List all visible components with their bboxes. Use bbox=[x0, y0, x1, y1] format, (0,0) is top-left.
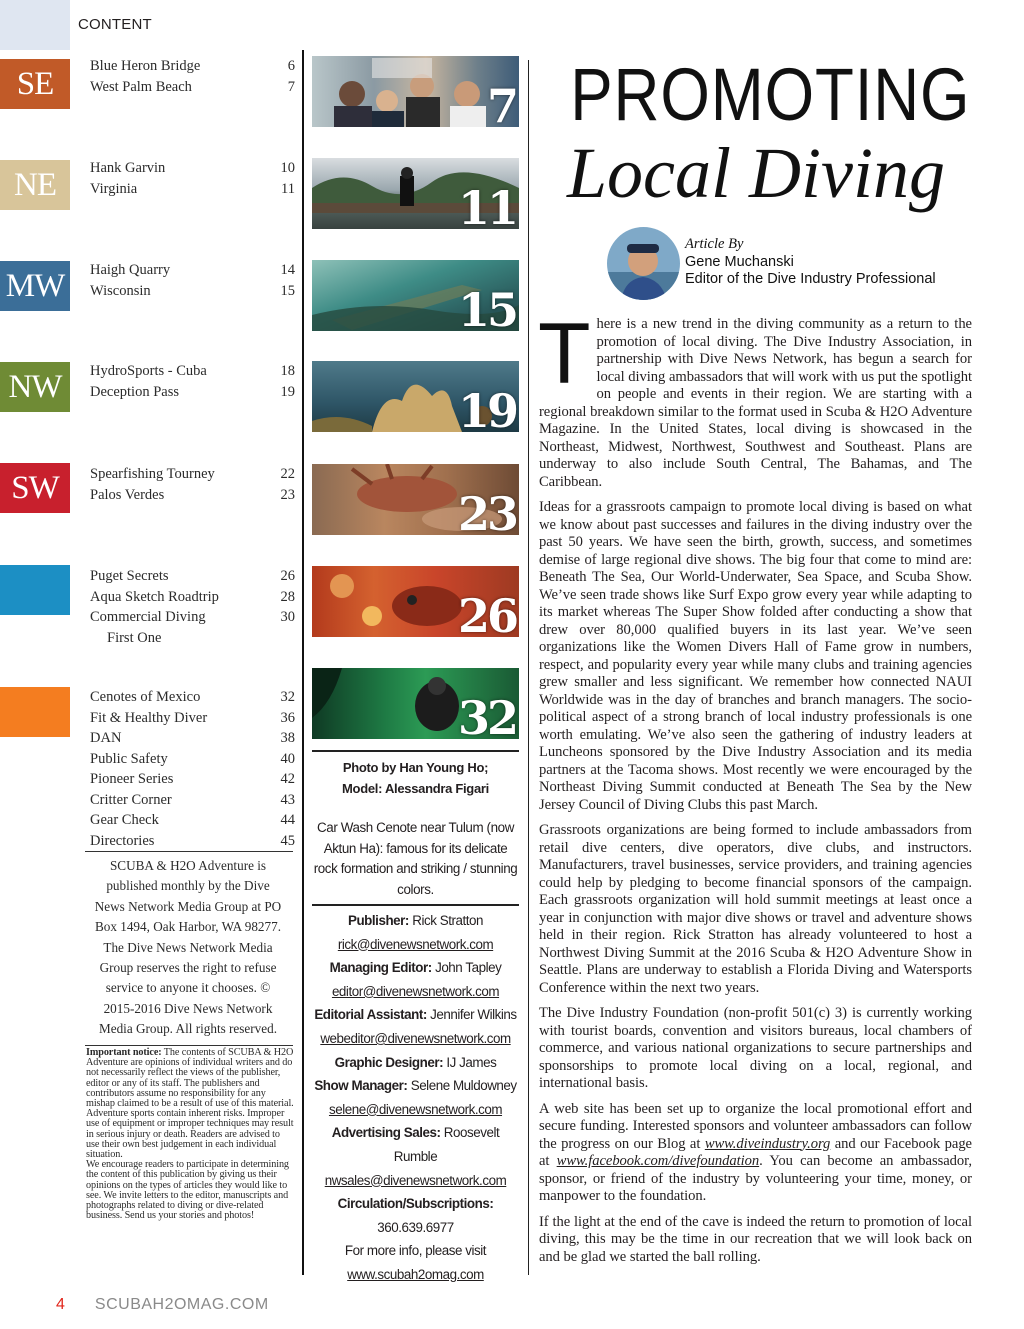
thumbnail-page-15[interactable] bbox=[312, 260, 519, 331]
region-tab-nw: NW bbox=[0, 362, 70, 412]
circulation-line: Circulation/Subscriptions: bbox=[337, 1196, 494, 1212]
thumbnail-page-number: 26 bbox=[457, 589, 516, 637]
notice-text: The contents of SCUBA & H2O Adventure are opinions of individual writers and do not necessarily reflect the views of the publisher, editor or any of its staff. The publishers and contributors assume no responsibility for any mishap claimed to be a result of use of this material. Adventure sports contain inherent risks. Improper use of equipment or improper techniques may result in serious injury or death. Readers are advised to use their own best judgement in each individual situation. bbox=[86, 1047, 294, 1161]
toc-item[interactable]: Hank Garvin 10 bbox=[90, 160, 295, 176]
header-color-box bbox=[0, 0, 70, 50]
advertising-sales-line: Advertising Sales: Roosevelt Rumble bbox=[331, 1125, 500, 1164]
toc-item[interactable]: Wisconsin 15 bbox=[90, 282, 295, 299]
facebook-link[interactable]: www.facebook.com/divefoundation bbox=[556, 1153, 760, 1169]
editorial-assistant-email-link[interactable]: webeditor@divenewsnetwork.com bbox=[320, 1030, 511, 1046]
author-title: Editor of the Dive Industry Professional bbox=[685, 271, 936, 287]
toc-item[interactable]: Palos Verdes 23 bbox=[90, 486, 295, 503]
toc-group-orange bbox=[90, 687, 295, 851]
paragraph: If the light at the end of the cave is indeed the return to promotion of local diving, this may be the time in our recreation that we will look back on and be glad we started the ball rolling. bbox=[539, 1213, 972, 1265]
more-info-text: For more info, please visit bbox=[344, 1243, 487, 1259]
thumbnail-page-number: 32 bbox=[457, 691, 516, 739]
toc-item[interactable]: Cenotes of Mexico 32 bbox=[90, 689, 295, 705]
toc-item[interactable]: Deception Pass 19 bbox=[90, 383, 295, 400]
page-footer bbox=[56, 1296, 269, 1314]
thumbnail-page-26[interactable] bbox=[312, 566, 519, 637]
region-tab-blue bbox=[0, 565, 70, 615]
toc-group-sw bbox=[90, 464, 295, 505]
paragraph: The Dive Industry Foundation (non-profit 501(c) 3) is currently working with tourist boards, convention and visitors bureaus, local chambers of commerce, and various national organizations to secure partnerships and sponsorships to promote local diving on a local, regional, and international basis. bbox=[539, 1005, 972, 1091]
byline-label: Article By bbox=[685, 236, 744, 252]
toc-item[interactable]: Aqua Sketch Roadtrip 28 bbox=[90, 588, 295, 605]
thumbnail-page-19[interactable] bbox=[312, 361, 519, 432]
toc-item[interactable]: Virginia 11 bbox=[90, 180, 295, 197]
headline-promoting: PROMOTING bbox=[570, 53, 971, 136]
toc-item[interactable]: Commercial Diving 30 bbox=[90, 609, 295, 625]
photo-credit: Photo by Han Young Ho; Model: Alessandra Figari bbox=[342, 760, 489, 796]
region-tab-sw: SW bbox=[0, 463, 70, 513]
show-manager-line: Show Manager: Selene Muldowney bbox=[314, 1078, 517, 1094]
toc-group-se bbox=[90, 56, 295, 97]
notice-label: Important notice: bbox=[86, 1047, 162, 1058]
publisher-line: Publisher: Rick Stratton bbox=[347, 913, 484, 928]
thumbnail-page-23[interactable] bbox=[312, 464, 519, 535]
article-body bbox=[538, 306, 972, 1274]
thumbnail-page-number: 11 bbox=[457, 181, 516, 229]
important-notice bbox=[86, 1048, 294, 1221]
cover-caption: Car Wash Cenote near Tulum (now Aktun Ha): famous for its delicate rock formation and striking / stunning colors. bbox=[313, 820, 518, 897]
circulation-phone: 360.639.6977 bbox=[377, 1219, 454, 1235]
toc-item[interactable]: Spearfishing Tourney 22 bbox=[90, 466, 295, 482]
thumbnail-page-11[interactable] bbox=[312, 158, 519, 229]
toc-group-mw bbox=[90, 260, 295, 301]
thumbnail-page-32[interactable] bbox=[312, 668, 519, 739]
toc-item[interactable]: Haigh Quarry 14 bbox=[90, 262, 295, 278]
region-tab-se: SE bbox=[0, 59, 70, 109]
toc-item[interactable]: West Palm Beach 7 bbox=[90, 78, 295, 95]
editorial-assistant-line: Editorial Assistant: Jennifer Wilkins bbox=[314, 1007, 517, 1023]
author-portrait bbox=[607, 227, 680, 300]
region-tab-mw: MW bbox=[0, 261, 70, 311]
headline-local-diving: Local Diving bbox=[567, 133, 945, 213]
thumbnail-page-number: 15 bbox=[457, 283, 516, 331]
toc-divider bbox=[85, 851, 293, 852]
staff-divider bbox=[312, 904, 519, 906]
photo-credit-divider bbox=[312, 750, 519, 752]
notice-text-2: We encourage readers to participate in determining the content of this publication by giving us their opinions on the types of articles they would like to see. We invite letters to the editor, manuscripts and photographs related to diving or dive-related business. Send us your stories and photos! bbox=[86, 1159, 289, 1222]
thumbnail-page-number: 7 bbox=[486, 79, 516, 127]
toc-item[interactable]: Public Safety 40 bbox=[90, 750, 295, 767]
toc-item[interactable]: Directories 45 bbox=[90, 832, 295, 849]
toc-item[interactable]: Blue Heron Bridge 6 bbox=[90, 58, 295, 74]
thumbnail-page-number: 19 bbox=[457, 384, 516, 432]
notice-divider bbox=[85, 1045, 293, 1046]
toc-item[interactable]: Gear Check 44 bbox=[90, 812, 295, 828]
toc-group-blue bbox=[90, 566, 295, 648]
thumbnail-page-7[interactable] bbox=[312, 56, 519, 127]
show-manager-email-link[interactable]: selene@divenewsnetwork.com bbox=[328, 1101, 503, 1117]
author-name: Gene Muchanski bbox=[685, 253, 794, 270]
thumbnail-page-number: 23 bbox=[457, 487, 516, 535]
toc-group-ne bbox=[90, 158, 295, 199]
toc-item[interactable]: Critter Corner 43 bbox=[90, 791, 295, 808]
toc-item[interactable]: DAN 38 bbox=[90, 730, 295, 746]
toc-item[interactable]: Puget Secrets 26 bbox=[90, 568, 295, 584]
graphic-designer-line: Graphic Designer: IJ James bbox=[334, 1054, 497, 1070]
managing-editor-line: Managing Editor: John Tapley bbox=[329, 960, 502, 976]
region-tab-ne: NE bbox=[0, 160, 70, 210]
toc-item[interactable]: HydroSports - Cuba 18 bbox=[90, 363, 295, 379]
paragraph: Grassroots organizations are being formed to include ambassadors from retail dive centers, dive operators, dive clubs, and instructors. Manufacturers, travel businesses, service providers, and training agencies could help by pledging to become financial sponsors of the campaign. Each grassroots organization will hold summit meetings at least once a year in conjunction with major dive shows or travel and adventure shows held in their region. Rick Stratton has already volunteered to host a Northwest Diving Summit at the 2016 Scuba & H2O Adventure Show in Seattle. Plans are underway to establish a Florida Diving and Watersports Conference within the next two years. bbox=[539, 822, 972, 996]
column-divider-right bbox=[528, 60, 529, 1275]
region-tab-orange bbox=[0, 687, 70, 737]
publication-note: SCUBA & H2O Adventure is published monthly by the Dive News Network Media Group at PO Box 1494, Oak Harbor, WA 98277. The Dive News Network Media Group reserves the right to refuse service to anyone it chooses. © 2015-2016 Dive News Network Media Group. All rights reserved. bbox=[94, 858, 282, 1037]
paragraph: A web site has been set up to organize the local promotional effort and secure funding. Interested sponsors and volunteer ambassadors can follow the progress on our Blog at www.diveindustry.org and our Facebook page at www.facebook.com/divefoundation. You can become an ambassador, sponsor, or friend of the industry by volunteering your time, money, or manpower to the foundation. bbox=[539, 1100, 972, 1204]
footer-site[interactable]: SCUBAH2OMAG.COM bbox=[94, 1296, 269, 1313]
publisher-email-link[interactable]: rick@divenewsnetwork.com bbox=[337, 936, 494, 952]
toc-item[interactable]: First One bbox=[107, 629, 162, 646]
paragraph: There is a new trend in the diving community as a return to the promotion of local diving. The Dive Industry Association, in partnership with Dive News Network, has begun a search for local diving ambassadors that will work with us put the spotlight on people and events in their region. We are starting with a regional breakdown similar to the format used in Scuba & H2O Adventure Magazine. In the United States, local diving is showcased in the Northeast, Midwest, Northwest, Southwest and Southeast. Plans are underway to also include South Central, The Bahamas, and The Caribbean. bbox=[538, 306, 972, 490]
toc-group-nw bbox=[90, 361, 295, 402]
toc-item[interactable]: Fit & Healthy Diver 36 bbox=[90, 709, 295, 726]
section-label: CONTENT bbox=[78, 16, 152, 33]
drop-cap: T bbox=[538, 306, 591, 402]
column-divider-left bbox=[302, 50, 304, 1275]
blog-link[interactable]: www.diveindustry.org bbox=[704, 1135, 831, 1152]
author-avatar bbox=[607, 227, 680, 300]
toc-item[interactable]: Pioneer Series 42 bbox=[90, 771, 295, 787]
page-number: 4 bbox=[56, 1296, 65, 1313]
advertising-email-link[interactable]: nwsales@divenewsnetwork.com bbox=[324, 1172, 507, 1188]
staff-box bbox=[312, 909, 519, 1287]
paragraph: Ideas for a grassroots campaign to promote local diving is based on what we know about past successes and failures in the diving industry over the past 50 years. We have seen the birth, growth, success, and sometimes demise of large regional dive shows. The big four that come to mind are: Beneath The Sea, Our World-Underwater, Sea Space, and Scuba Show. We’ve seen trade shows like Surf Expo grow every year while adapting to its market whereas The Super Show folded after conducting a show that drew over 80,000 qualified buyers in its last year. We’ve seen organizations like the Women Divers Hall of Fame grow in numbers, respect, and popularity every year while many clubs and training agencies grew smaller and less significant. We remember how connected NAUI Worldwide was in the day of branches and branch managers. The socio-political aspect of a strong branch of local industry professionals is one worth emulating. We’ve also seen the gathering of industry leaders at Luncheons sponsored by the Dive Industry Association and its media partners at the Tacoma shows. Most recently we were encouraged by the Northeast Diving Summit conducted at Beneath The Sea by the New Jersey Council of Diving Clubs this past March. bbox=[539, 499, 972, 813]
website-link[interactable]: www.scubah2omag.com bbox=[347, 1266, 484, 1282]
managing-editor-email-link[interactable]: editor@divenewsnetwork.com bbox=[331, 983, 500, 999]
byline bbox=[685, 236, 975, 289]
